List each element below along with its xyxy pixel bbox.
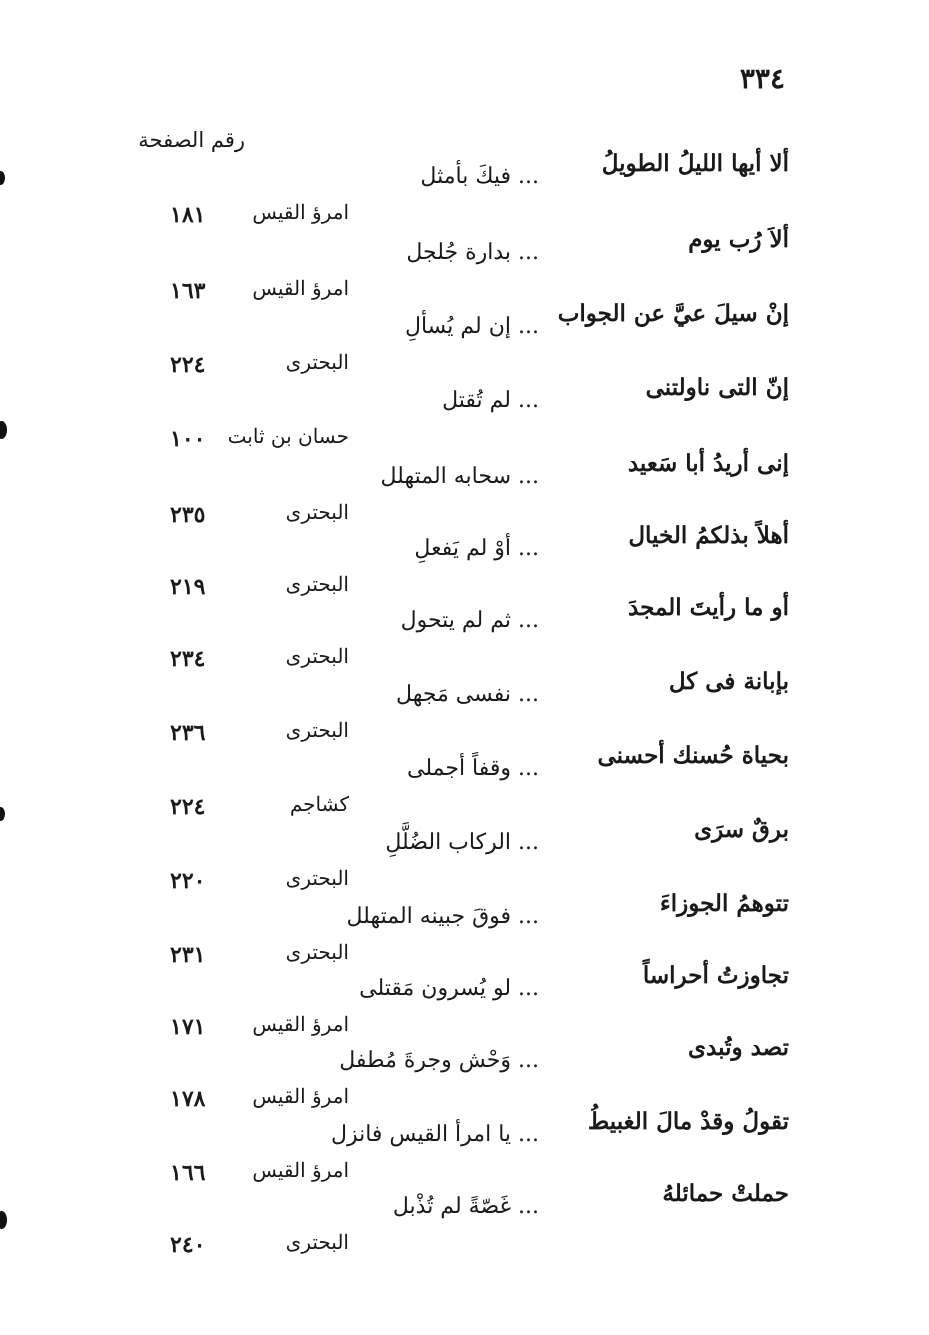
verse-first-words: تقولُ وقدْ مالَ الغبيطُ	[587, 1108, 789, 1135]
page-reference: ١٧٨	[170, 1086, 206, 1112]
page-reference: ٢٢٤	[170, 352, 206, 378]
page-reference: ٢٣١	[170, 942, 206, 968]
page-reference: ٢٣٤	[170, 646, 206, 672]
verse-ending: ... بدارة جُلجل	[406, 240, 539, 265]
list-item	[0, 522, 929, 598]
list-item	[0, 300, 929, 376]
verse-ending: ... فيكَ بأمثل	[420, 164, 539, 189]
list-item	[0, 890, 929, 966]
verse-first-words: أهلاً بذلكمُ الخيال	[628, 522, 789, 549]
list-item	[0, 742, 929, 818]
page-reference: ٢٢٤	[170, 794, 206, 820]
page-reference: ١٦٣	[170, 278, 206, 304]
verse-ending: ... يا امرأ القيس فانزل	[330, 1122, 539, 1147]
poet-name: البحترى	[285, 866, 349, 890]
poet-name: حسان بن ثابت	[227, 424, 349, 448]
list-item	[0, 594, 929, 670]
poet-name: البحترى	[285, 500, 349, 524]
poet-name: امرؤ القيس	[252, 1012, 349, 1036]
page-reference: ١٦٦	[170, 1160, 206, 1186]
verse-first-words: إنى أريدُ أبا سَعيد	[627, 450, 789, 477]
page-reference: ٢٣٥	[170, 502, 206, 528]
verse-first-words: تجاوزتُ أحراساً	[642, 962, 789, 989]
verse-ending: ... سحابه المتهلل	[380, 464, 539, 489]
poet-name: البحترى	[285, 350, 349, 374]
column-header-page-number: رقم الصفحة	[138, 128, 245, 152]
poet-name: امرؤ القيس	[252, 276, 349, 300]
page-reference: ٢٤٠	[170, 1232, 206, 1258]
verse-first-words: إنّ التى ناولتنى	[645, 374, 789, 401]
verse-ending: ... لو يُسرون مَقتلى	[359, 976, 539, 1001]
verse-ending: ... أوْ لم يَفعلِ	[414, 536, 539, 561]
verse-ending: ... فوقَ جبينه المتهلل	[346, 904, 539, 929]
verse-ending: ... غَصّةً لم تُذْبل	[392, 1194, 539, 1219]
page-reference: ١٨١	[170, 202, 206, 228]
list-item	[0, 150, 929, 226]
poet-name: امرؤ القيس	[252, 200, 349, 224]
page-reference: ١٧١	[170, 1014, 206, 1040]
verse-ending: ... وقفاً أجملى	[407, 756, 539, 781]
page-reference: ٢١٩	[170, 574, 206, 600]
list-item	[0, 1108, 929, 1184]
poet-name: البحترى	[285, 644, 349, 668]
verse-ending: ... وَحْش وجرةَ مُطفل	[339, 1048, 539, 1073]
verse-first-words: أو ما رأيتَ المجدَ	[628, 594, 789, 621]
verse-ending: ... إن لم يُسألِ	[404, 314, 539, 339]
poet-name: البحترى	[285, 940, 349, 964]
verse-first-words: برقٌ سرَى	[694, 816, 789, 843]
verse-ending: ... لم تُقتل	[442, 388, 539, 413]
verse-first-words: ألاَ رُب يوم	[688, 226, 789, 253]
verse-first-words: بحياة حُسنك أحسنى	[597, 742, 789, 769]
poet-name: البحترى	[285, 718, 349, 742]
list-item	[0, 374, 929, 450]
list-item	[0, 226, 929, 302]
list-item	[0, 668, 929, 744]
list-item	[0, 962, 929, 1038]
list-item	[0, 1034, 929, 1110]
page-reference: ١٠٠	[170, 426, 206, 452]
verse-first-words: بإبانة فى كل	[668, 668, 789, 695]
verse-first-words: حملتْ حمائلهُ	[662, 1180, 789, 1207]
list-item	[0, 816, 929, 892]
verse-ending: ... ثم لم يتحول	[400, 608, 539, 633]
poet-name: كشاجم	[289, 792, 349, 816]
list-item	[0, 1180, 929, 1256]
verse-first-words: إنْ سيلَ عيَّ عن الجواب	[557, 300, 789, 327]
page-reference: ٢٣٦	[170, 720, 206, 746]
verse-first-words: ألا أيها الليلُ الطويلُ	[601, 150, 789, 177]
verse-first-words: تصد وتُبدى	[688, 1034, 789, 1061]
poet-name: امرؤ القيس	[252, 1158, 349, 1182]
verse-first-words: تتوهمُ الجوزاءَ	[659, 890, 789, 917]
page-reference: ٢٢٠	[170, 868, 206, 894]
page-number: ٣٣٤	[739, 62, 785, 95]
verse-ending: ... الركاب الضُلَّلِ	[385, 830, 539, 855]
poet-name: البحترى	[285, 1230, 349, 1254]
list-item	[0, 450, 929, 526]
verse-ending: ... نفسى مَجهل	[396, 682, 539, 707]
poet-name: امرؤ القيس	[252, 1084, 349, 1108]
poet-name: البحترى	[285, 572, 349, 596]
